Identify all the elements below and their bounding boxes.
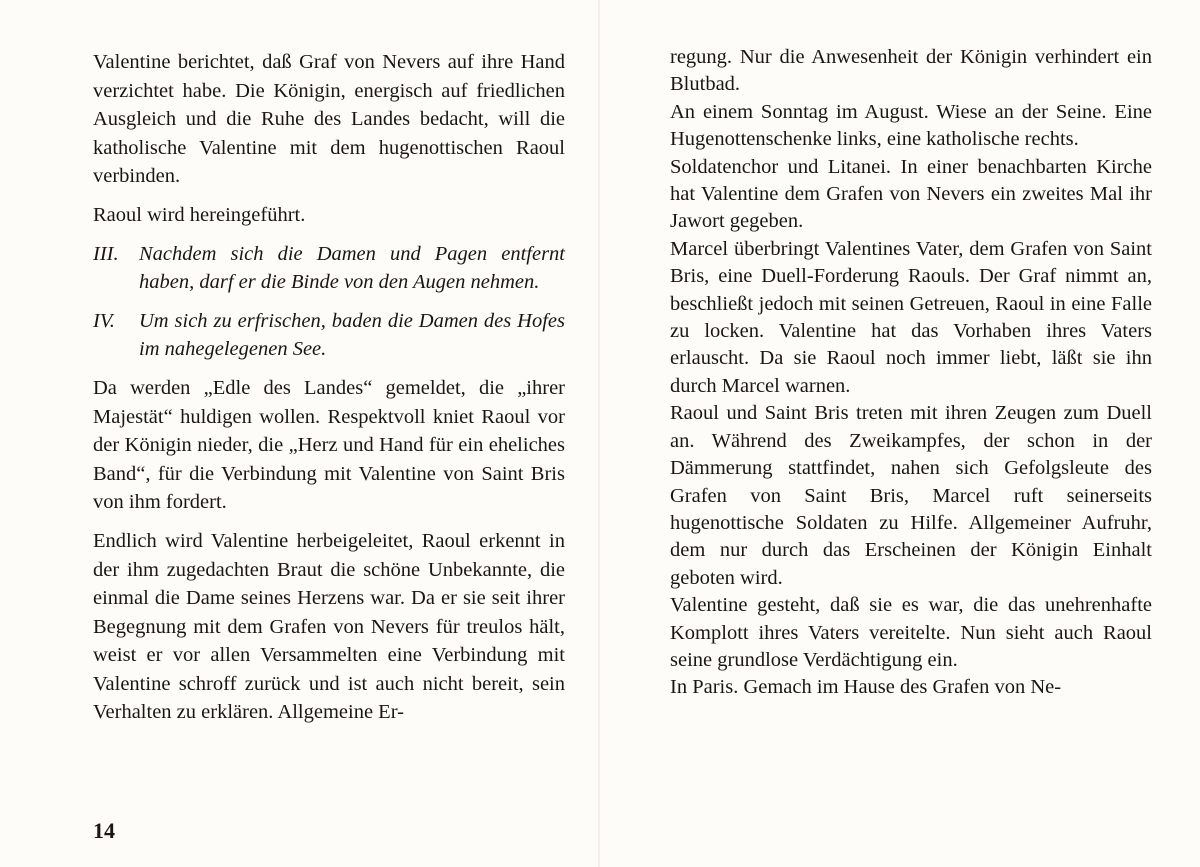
paragraph: Valentine berichtet, daß Graf von Nevers auf ihre Hand verzichtet habe. Die Königin, energisch auf friedlichen Ausgleich und die Ruhe des Landes bedacht, will die katholische Valentine mit dem hugenottischen Raoul verbinden.: [93, 51, 565, 188]
page-number: 14: [93, 818, 115, 843]
paragraph: regung. Nur die Anwesenheit der Königin verhindert ein Blutbad.: [670, 46, 1152, 96]
right-page: [600, 0, 1200, 867]
right-text-column: [670, 44, 1152, 702]
paragraph: Raoul und Saint Bris treten mit ihren Zeugen zum Duell an. Während des Zweikampfes, der schon in der Dämmerung stattfindet, nahen sich Gefolgsleute des Grafen von Saint Bris, Marcel ruft seinerseits hugenottische Soldaten zu Hilfe. Allgemeiner Aufruhr, dem nur durch das Erscheinen der Königin Einhalt geboten wird.: [670, 402, 1152, 589]
scene-item: [93, 307, 565, 364]
paragraph: Da werden „Edle des Landes“ gemeldet, die „ihrer Majestät“ huldigen wollen. Respektvoll kniet Raoul vor der Königin nieder, die „Herz und Hand für ein eheliches Band“, für die Verbindung mit Valentine von Saint Bris von ihm fordert.: [93, 376, 565, 514]
paragraph: An einem Sonntag im August. Wiese an der Seine. Eine Hugenottenschenke links, eine katholische rechts.: [670, 100, 1152, 151]
scene-text: Um sich zu erfrischen, baden die Damen des Hofes im nahegelegenen See.: [139, 309, 565, 361]
scene-text: Nachdem sich die Damen und Pagen entfernt haben, darf er die Binde von den Augen nehmen.: [139, 242, 565, 294]
left-text-column: [93, 48, 565, 737]
scene-number: IV.: [93, 309, 115, 332]
paragraph: Marcel überbringt Valentines Vater, dem Grafen von Saint Bris, eine Duell-Forderung Raouls. Der Graf nimmt an, beschließt jedoch mit seinen Getreuen, Raoul in eine Falle zu locken. Valentine hat das Vorhaben ihres Vaters erlauscht. Da sie Raoul noch immer liebt, läßt sie ihn durch Marcel warnen.: [670, 237, 1152, 397]
paragraph: Endlich wird Valentine herbeigeleitet, Raoul erkennt in der ihm zugedachten Braut die schöne Unbekannte, die einmal die Dame seines Herzens war. Da er sie seit ihrer Begegnung mit dem Grafen von Nevers für treulos hält, weist er vor allen Versammelten eine Verbindung mit Valentine schroff zurück und ist auch nicht bereit, sein Verhalten zu erklären. Allgemeine Er-: [93, 529, 565, 724]
paragraph: Valentine gesteht, daß sie es war, die das unehrenhafte Komplott ihres Vaters vereitelte. Nun sieht auch Raoul seine grundlose Verdächtigung ein.: [670, 594, 1152, 671]
paragraph: In Paris. Gemach im Hause des Grafen von Ne-: [670, 676, 1062, 699]
paragraph: Raoul wird hereingeführt.: [93, 203, 306, 226]
paragraph: Soldatenchor und Litanei. In einer benachbarten Kirche hat Valentine dem Grafen von Nevers ein zweites Mal ihr Jawort gegeben.: [670, 155, 1152, 233]
scene-item: [93, 240, 565, 297]
scene-number: III.: [93, 242, 119, 265]
